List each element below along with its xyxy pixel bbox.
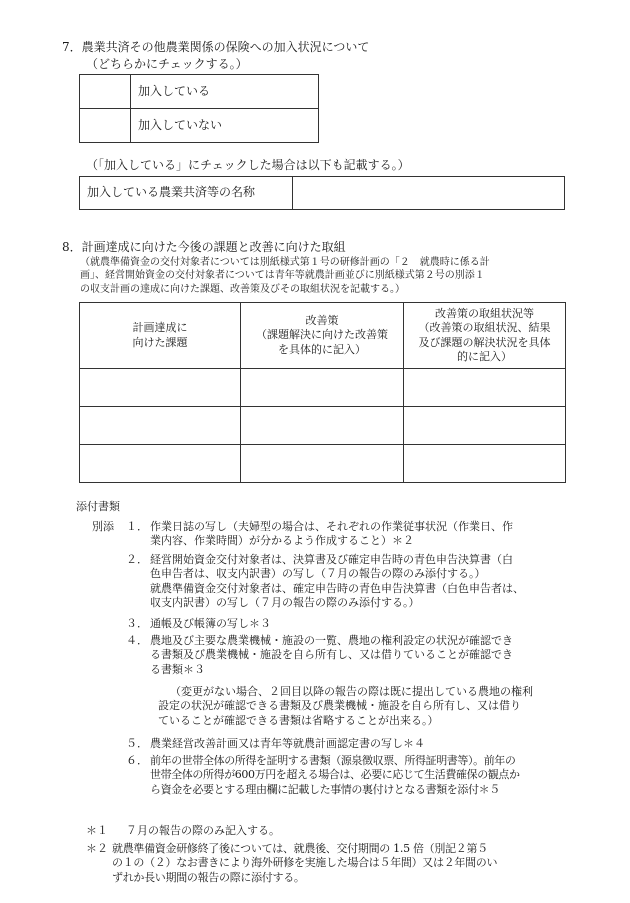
insurance-name-table <box>79 176 565 210</box>
issue-cell[interactable] <box>80 369 241 407</box>
sec8-note-line: 画」、経営開始資金の交付対象者については青年等就農計画並びに別紙様式第２号の別添１ <box>80 270 485 282</box>
option-not-enrolled-label: 加入していない <box>131 109 319 143</box>
attach-item-4: 農地及び主要な農業機械・施設の一覧、農地の権利設定の状況が確認でき る書類及び農業機械・施設を自ら所有し、又は借りていることが確認でき る書類＊３ <box>150 634 513 676</box>
attach-item-5: 農業経営改善計画又は青年等就農計画認定書の写し＊４ <box>150 737 425 750</box>
improvement-plan-table <box>79 302 566 483</box>
table-row <box>80 445 566 483</box>
attachments-heading: 添付書類 <box>76 500 120 513</box>
status-cell[interactable] <box>404 369 566 407</box>
issue-cell[interactable] <box>80 407 241 445</box>
insurance-name-field[interactable] <box>293 177 565 210</box>
sec8-title: 8．計画達成に向けた今後の課題と改善に向けた取組 <box>62 240 346 254</box>
table-row <box>80 369 566 407</box>
attach-item-number: ５． <box>126 737 148 750</box>
attach-item-2: 経営開始資金交付対象者は、決算書及び確定申告時の青色申告決算書（白 色申告者は、収支内訳書）の写し（７月の報告の際のみ添付する。） 就農準備資金交付対象者は、確定申告時の青色申告決算書（白色申告者は、 収支内訳書）の写し（７月の報告の際のみ添付する。） <box>150 553 524 609</box>
attach-item-number: ３． <box>126 617 148 630</box>
sec8-note <box>80 256 490 296</box>
measure-cell[interactable] <box>241 407 404 445</box>
sec7-enrolled-note: （「加入している」にチェックした場合は以下も記載する。） <box>86 158 410 172</box>
attachments-betten-label: 別添 <box>92 520 114 533</box>
attach-item-6: 前年の世帯全体の所得を証明する書類（源泉徴収票、所得証明書等）。前年の 世帯全体の所得が600万円を超える場合は、必要に応じて生活費確保の観点か ら資金を必要とする理由欄に記載した事情の裏付けとなる書類を添付＊５ <box>150 754 520 796</box>
status-cell[interactable] <box>404 445 566 483</box>
footnote-2-mark: ＊２ <box>86 842 108 855</box>
attach-item-number: ６． <box>126 754 148 767</box>
checkbox-enrolled[interactable] <box>80 75 131 109</box>
attach-item-1: 作業日誌の写し（夫婦型の場合は、それぞれの作業従事状況（作業日、作 業内容、作業時間）が分かるよう作成すること）＊２ <box>150 520 513 548</box>
attach-item-number: ４． <box>126 634 148 647</box>
attach-item-3: 通帳及び帳簿の写し＊３ <box>150 617 271 630</box>
col-header-measures: 改善策 （課題解決に向けた改善策 を具体的に記入） <box>241 303 404 369</box>
table-row <box>80 407 566 445</box>
sec7-title: 7．農業共済その他農業関係の保険への加入状況について <box>62 40 370 54</box>
sec8-note-line: （就農準備資金の交付対象者については別紙様式第１号の研修計画の「２ 就農時に係る計 <box>80 257 490 268</box>
attach-item-number: １． <box>126 520 148 533</box>
issue-cell[interactable] <box>80 445 241 483</box>
sec7-instruction: （どちらかにチェックする。） <box>86 57 248 71</box>
option-enrolled-label: 加入している <box>131 75 319 109</box>
status-cell[interactable] <box>404 407 566 445</box>
col-header-issues: 計画達成に 向けた課題 <box>80 303 241 369</box>
attach-item-4-note: （変更がない場合、２回目以降の報告の際は既に提出している農地の権利 設定の状況が確認できる書類及び農業機械・施設を自ら所有し、又は借り ていることが確認できる書類は省略することが出来る。） <box>158 685 533 727</box>
footnote-2-text: 就農準備資金研修終了後については、就農後、交付期間の 1.5 倍（別記２第５ の１の（２）なお書きにより海外研修を実施した場合は５年間）又は２年間のい ずれか長い期間の報告の際に添付する。 <box>112 842 498 884</box>
attach-item-number: ２． <box>126 553 148 566</box>
col-header-status: 改善策の取組状況等 （改善策の取組状況、結果 及び課題の解決状況を具体 的に記入） <box>404 303 566 369</box>
insurance-checkbox-table <box>79 74 319 143</box>
measure-cell[interactable] <box>241 445 404 483</box>
insurance-name-label: 加入している農業共済等の名称 <box>80 177 293 210</box>
checkbox-not-enrolled[interactable] <box>80 109 131 143</box>
footnote-1-text: ７月の報告の際のみ記入する。 <box>126 824 280 837</box>
measure-cell[interactable] <box>241 369 404 407</box>
sec8-note-line: の収支計画の達成に向けた課題、改善策及びその取組状況を記載する。） <box>80 283 405 295</box>
footnote-1-mark: ＊１ <box>86 824 108 837</box>
